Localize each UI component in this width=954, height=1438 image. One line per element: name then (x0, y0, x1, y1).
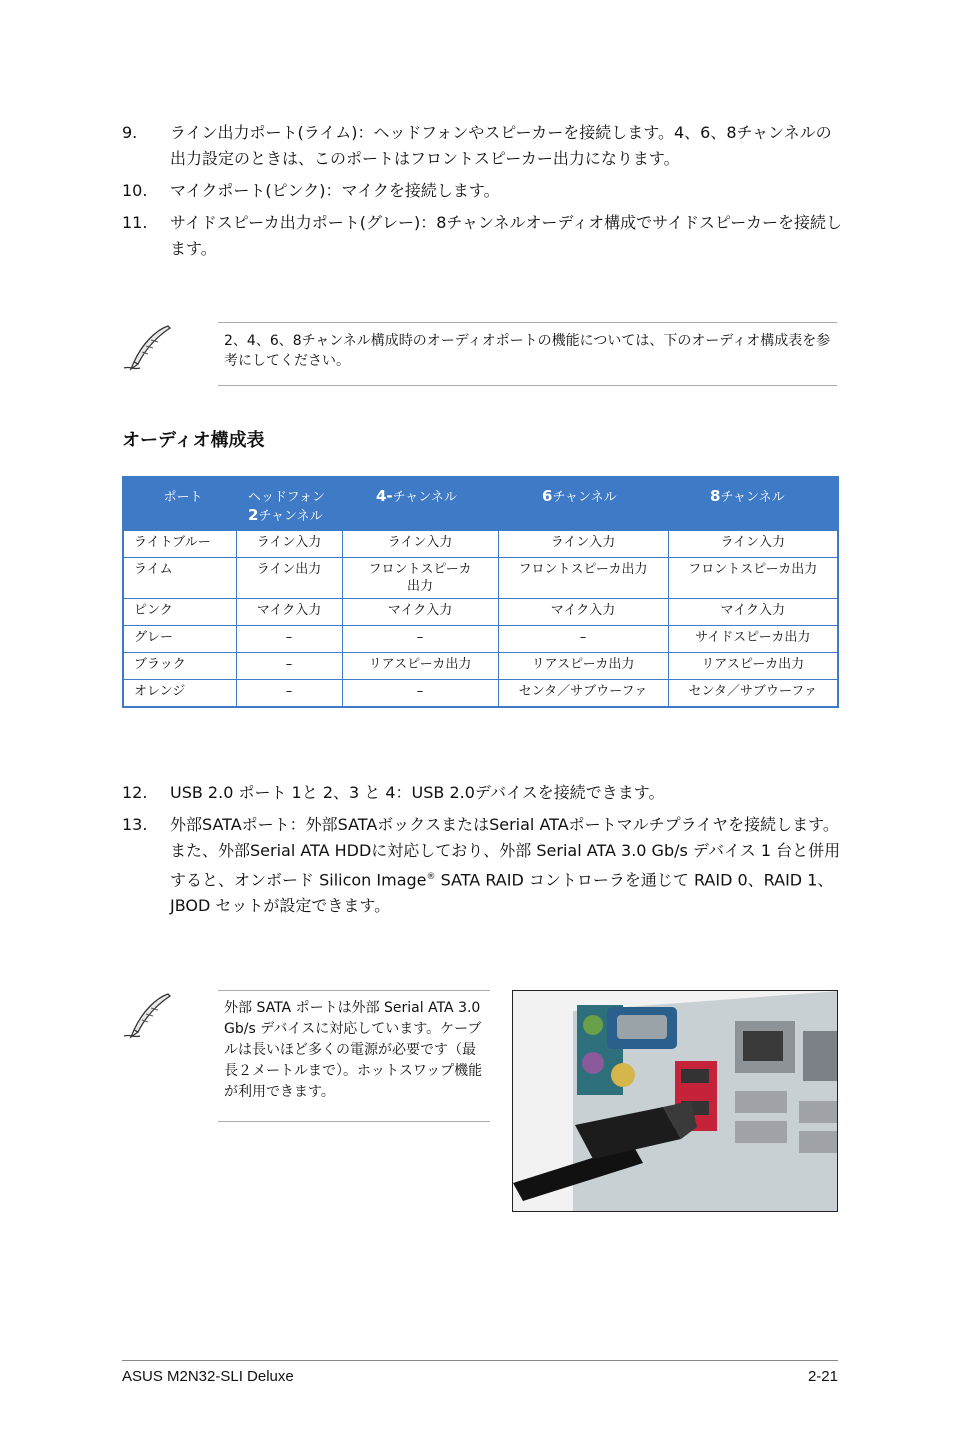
header-2ch: ヘッドフォン 2チャンネル (236, 477, 342, 531)
pen-icon (122, 990, 174, 1040)
header-4ch: 4-チャンネル (342, 477, 498, 531)
list-item: 10. マイクポート(ピンク)：マイクを接続します。 (122, 181, 500, 200)
footer-product-name: ASUS M2N32-SLI Deluxe (122, 1368, 294, 1385)
table-row: オレンジ – – センタ／サブウーファ センタ／サブウーファ (123, 680, 838, 708)
note-box: 2、4、6、8チャンネル構成時のオーディオポートの機能については、下のオーディオ構成表を参考にしてください。 (218, 322, 837, 386)
header-port: ポート (123, 477, 236, 531)
header-6ch: 6チャンネル (498, 477, 668, 531)
list-item: 9. ライン出力ポート(ライム)：ヘッドフォンやスピーカーを接続します。4、6、8チャンネルの出力設定のときは、このポートはフロントスピーカー出力になります。 (122, 123, 832, 168)
table-row: ライトブルー ライン入力 ライン入力 ライン入力 ライン入力 (123, 531, 838, 558)
table-header-row (123, 477, 838, 531)
footer-divider (122, 1360, 838, 1361)
table-row: グレー – – – サイドスピーカ出力 (123, 626, 838, 653)
header-8ch: 8チャンネル (668, 477, 838, 531)
list-item: 13. 外部SATAポート：外部SATAボックスまたはSerial ATAポートマルチプライヤを接続します。また、外部Serial ATA HDDに対応しており、外部 Serial ATA 3.0 Gb/s デバイス 1 台と併用すると、オンボード Silicon Image® SATA RAID コントローラを通じて RAID 0、RAID 1、JBOD セットが設定できます。 (122, 815, 841, 916)
list-item: 11. サイドスピーカ出力ポート(グレー)：8チャンネルオーディオ構成でサイドスピーカーを接続します。 (122, 213, 842, 258)
sata-port-photo (512, 990, 838, 1212)
audio-config-table (122, 476, 839, 708)
instruction-list-2 (122, 780, 842, 925)
table-row: ライム ライン出力 フロントスピーカ出力 フロントスピーカ出力 フロントスピーカ出力 (123, 558, 838, 599)
note-box: 外部 SATA ポートは外部 Serial ATA 3.0 Gb/s デバイスに対応しています。ケーブルは長いほど多くの電源が必要です（最長２メートルまで）。ホットスワップ機能が利用できます。 (218, 990, 490, 1122)
section-title: オーディオ構成表 (122, 430, 265, 451)
table-row: ブラック – リアスピーカ出力 リアスピーカ出力 リアスピーカ出力 (123, 653, 838, 680)
page-number: 2-21 (807, 1368, 838, 1385)
instruction-list-1 (122, 120, 842, 268)
table-row: ピンク マイク入力 マイク入力 マイク入力 マイク入力 (123, 599, 838, 626)
list-item: 12. USB 2.0 ポート 1と 2、3 と 4：USB 2.0デバイスを接続できます。 (122, 783, 665, 802)
pen-icon (122, 322, 174, 372)
